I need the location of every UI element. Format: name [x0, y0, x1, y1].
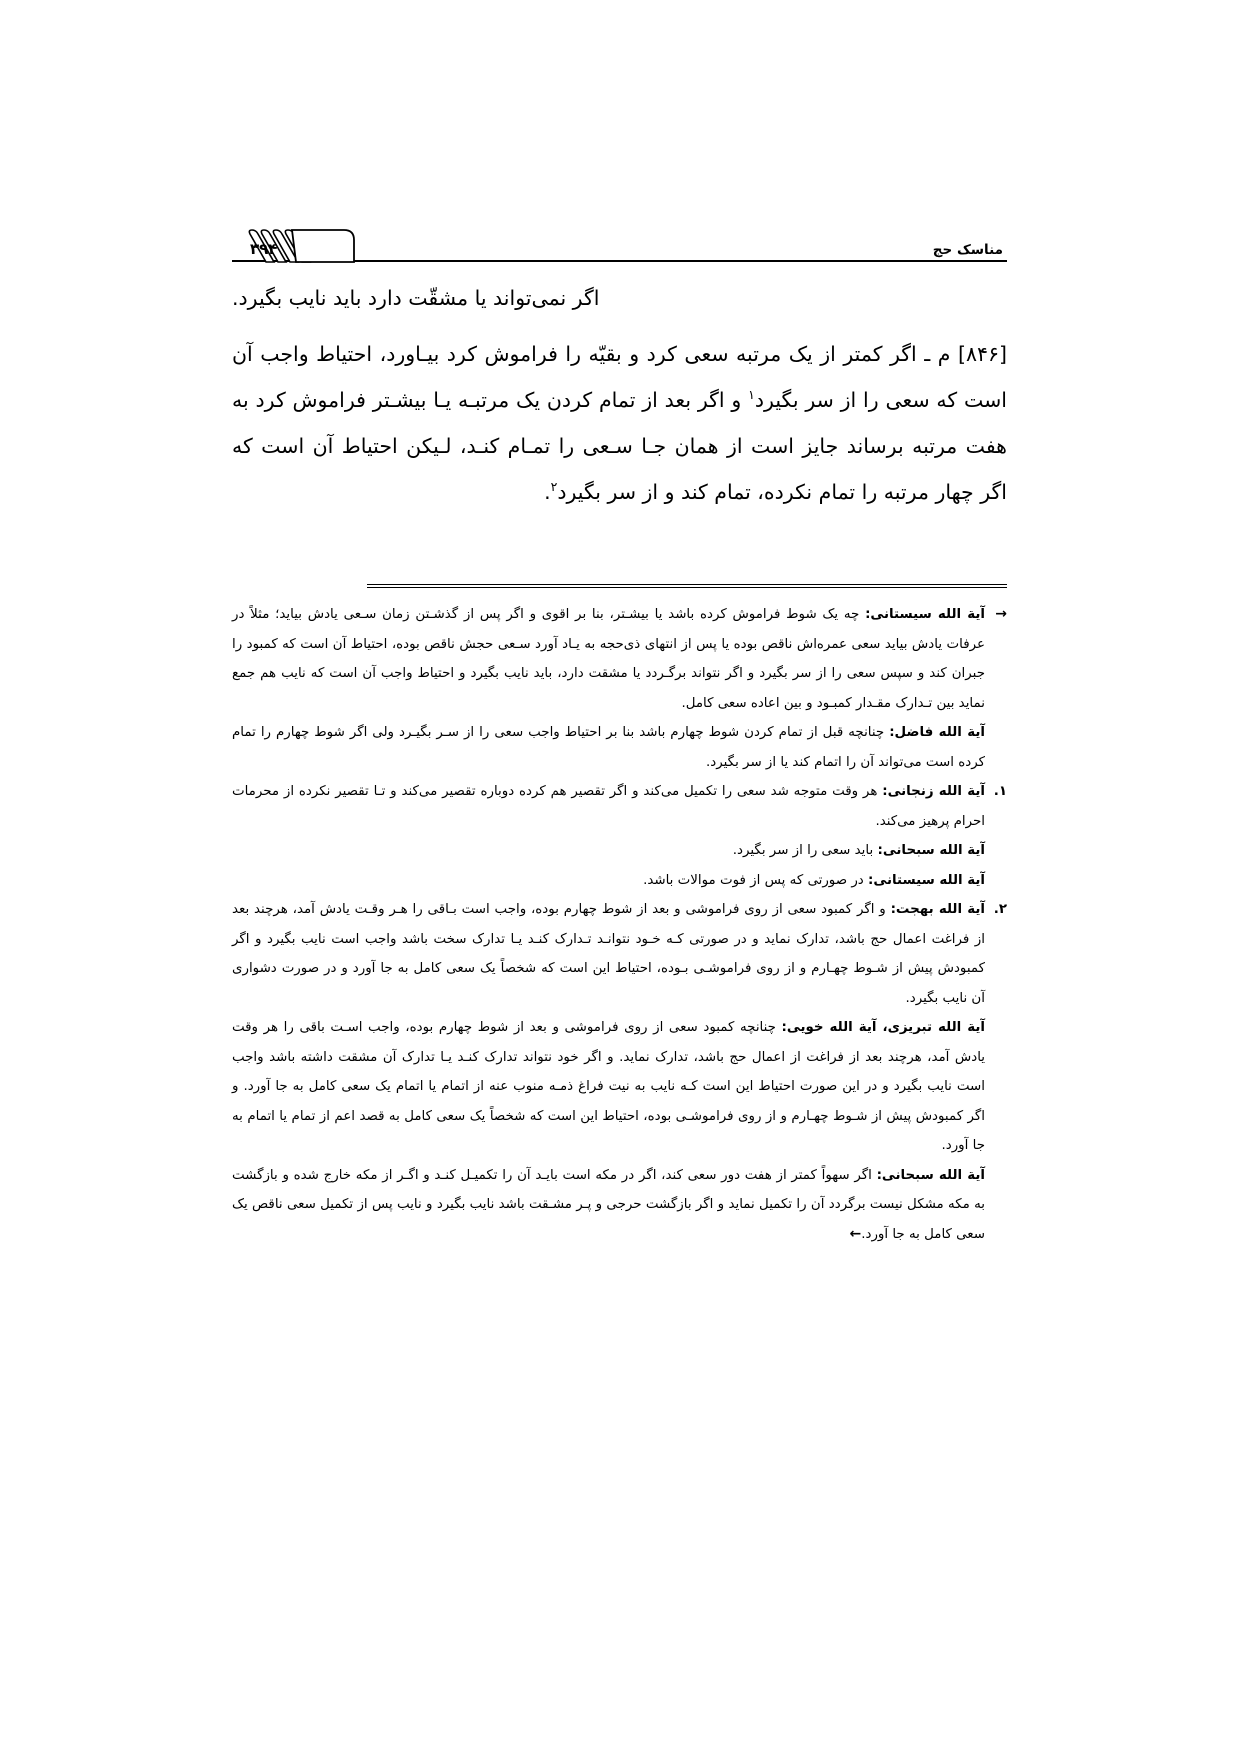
- ruling-846-text-part3: .: [544, 480, 551, 504]
- authority-name-tabrizi-khoei: آیة الله تبریزی، آیة الله خویی:: [781, 1020, 985, 1035]
- footnote-2-block-sobhani: [232, 1161, 985, 1250]
- footnote-continued-block-sistani: [232, 600, 985, 718]
- footnote-2-block-bahjat: [232, 895, 985, 1013]
- authority-name-sistani-1: آیة الله سیستانی:: [868, 872, 985, 888]
- footnote-continued-text-sistani: چه یک شوط فراموش کرده باشد یا بیشـتر، بنا بر اقوی و اگر پس از گذشـتن زمان سـعی یادش بیاید؛ مثلاً در عرفات یادش بیاید سعی عمره‌اش ناقص بوده یا پس از انتهای ذی‌حجه به یـاد آورد سـعی حجش ناقص بوده، احتیاط آن است که کمبود را جبران کند و سپس سعی را از سر بگیرد و اگر نتواند برگـردد یا مشقت دارد، باید نایب بگیرد و احتیاط واجب آن است که نایب هم جمع نماید بین تـدارک مقـدار کمبـود و بین اعاده سعی کامل.: [232, 607, 985, 711]
- footnote-continued: [232, 600, 1007, 777]
- authority-name-sistani: آیة الله سیستانی:: [865, 607, 986, 622]
- footnote-area: [232, 600, 1007, 1249]
- body-paragraph-846: [232, 331, 1007, 515]
- authority-name-sobhani-1: آیة الله سبحانی:: [877, 843, 985, 858]
- footnote-1-text-sistani: در صورتی که پس از فوت موالات باشد.: [643, 872, 869, 888]
- footnote-2-block-tabrizi-khoei: [232, 1013, 985, 1161]
- ruling-846-text-part2: و اگر بعد از تمام کردن یک مرتبـه یـا بیشـتر فراموش کرد به هفت مرتبه برساند جایز است از همان جـا سـعی را تمـام کنـد، لـیکن احتیاط آن است که اگر چهار مرتبه را تمام نکرده، تمام کند و از سر بگیرد: [232, 388, 1007, 504]
- body-paragraph-continuation: [232, 275, 1007, 321]
- footnote-item-1: [232, 777, 1007, 895]
- footnote-continued-block-fazel: [232, 718, 985, 777]
- footnote-reference-2[interactable]: ۲: [550, 479, 558, 495]
- footnote-continuation-arrow-icon: →: [995, 606, 1007, 622]
- footnote-item-2: [232, 895, 1007, 1249]
- running-book-title: مناسک حج: [932, 241, 1003, 258]
- footnote-1-block-sobhani: [232, 836, 985, 866]
- main-body: [232, 275, 1007, 515]
- footnote-marker-2: ۲.: [993, 902, 1007, 917]
- authority-name-bahjat: آیة الله بهجت:: [890, 902, 985, 917]
- footnote-2-text-bahjat: و اگر کمبود سعی از روی فراموشی و بعد از شوط چهارم بوده، واجب است بـاقی را هـر وقـت یادش آمد، هرچند بعد از فراغت اعمال حج باشد، تدارک نماید و در صورتی کـه خـود نتوانـد تـدارک کنـد یـا تدارک سخت باشد واجب است نایب بگیرد و اگر کمبودش پیش از شـوط چهـارم و از روی فراموشـی بـوده، احتیاط این است که شخصاً یک سعی کامل به جا آورد و در صورت دشواری آن نایب بگیرد.: [232, 902, 985, 1006]
- footnote-reference-1[interactable]: ۱: [748, 387, 755, 403]
- footnote-separator-rule: [367, 584, 1007, 585]
- authority-name-fazel: آیة الله فاضل:: [889, 725, 985, 740]
- page-header: [232, 222, 1007, 262]
- body-paragraph-continuation-text: اگر نمی‌تواند یا مشقّت دارد باید نایب بگیرد.: [232, 286, 600, 310]
- footnote-marker-1: ۱.: [993, 784, 1007, 799]
- authority-name-zanjani: آیة الله زنجانی:: [882, 784, 985, 799]
- footnote-1-text-zanjani: هر وقت متوجه شد سعی را تکمیل می‌کند و اگر تقصیر هم کرده دوباره تقصیر می‌کند و تـا تقصیر نکرده از محرمات احرام پرهیز می‌کند.: [232, 784, 985, 829]
- page-number-tab: [232, 226, 360, 264]
- footnote-continued-text-fazel: چنانچه قبل از تمام کردن شوط چهارم باشد بنا بر احتیاط واجب سعی را از سـر بگیـرد ولی اگر شوط چهارم را تمام کرده است می‌تواند آن را اتمام کند یا از سر بگیرد.: [232, 725, 985, 770]
- footnote-2-text-tabrizi-khoei: چنانچه کمبود سعی از روی فراموشی و بعد از شوط چهارم بوده، واجب اسـت باقی را هر وقت یادش آمد، هرچند بعد از فراغت از اعمال حج باشد، تدارک نماید. و اگر خود نتواند تدارک کنـد یـا تدارک آن مشقت داشته باشد واجب است نایب بگیرد و در این صورت احتیاط این است کـه نایب به نیت فراغ ذمـه منوب عنه از اتمام یا اتمام یک سعی کامل به جا آورد. و اگر کمبودش پیش از شـوط چهـارم و از روی فراموشـی بوده، احتیاط این است که شخصاً یک سعی کامل به قصد اعم از تمام یا اتمام به جا آورد.: [232, 1020, 985, 1153]
- ruling-846-text-part1: [۸۴۶] م ـ اگر کمتر از یک مرتبه سعی کرد و بقیّه را فراموش کرد بیـاورد، احتیاط واجب آن است که سعی را از سر بگیرد: [232, 342, 1008, 412]
- page-number: ۳۹۴: [250, 240, 278, 258]
- footnote-end-arrow-icon: ←: [849, 1225, 862, 1242]
- footnote-1-block-zanjani: [232, 777, 985, 836]
- footnote-1-text-sobhani: باید سعی را از سر بگیرد.: [732, 843, 878, 858]
- footnote-1-block-sistani: [232, 866, 985, 896]
- authority-name-sobhani-2: آیة الله سبحانی:: [876, 1167, 985, 1183]
- footnote-2-text-sobhani: اگر سهواً کمتر از هفت دور سعی کند، اگر در مکه است بایـد آن را تکمیـل کنـد و اگـر از مکه خارج شده و بازگشت به مکه مشکل نیست برگردد آن را تکمیل نماید و اگر بازگشت حرجی و پـر مشـقت باشد نایب بگیرد و نایب پس از تکمیل سعی ناقص یک سعی کامل به جا آورد.: [232, 1167, 985, 1242]
